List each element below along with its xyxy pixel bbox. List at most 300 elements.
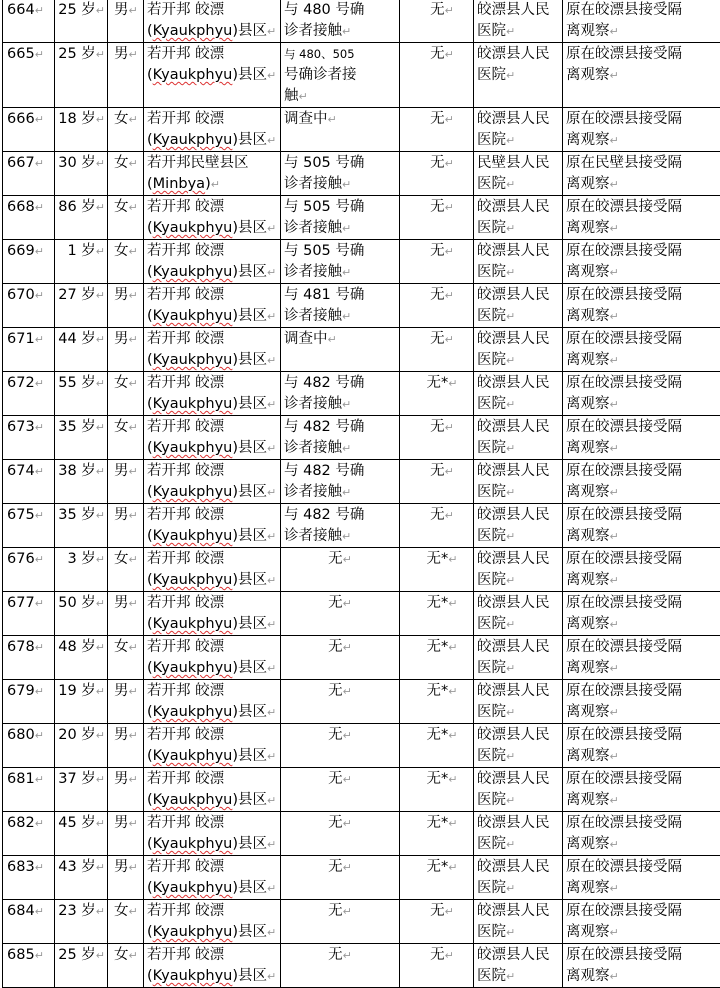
paragraph-mark-icon: ↵ <box>343 597 352 610</box>
age-text: 48 岁 <box>58 639 96 655</box>
paragraph-mark-icon: ↵ <box>506 69 515 82</box>
source-text: 与 482 号确 <box>284 507 364 523</box>
table-row <box>3 284 720 328</box>
table-row <box>3 636 720 680</box>
case-number-cell <box>3 944 55 988</box>
note-text: 离观察 <box>566 264 610 280</box>
paragraph-mark-icon: ↵ <box>328 333 337 346</box>
age-cell <box>55 108 108 152</box>
case-number: 683 <box>7 859 35 875</box>
paragraph-mark-icon: ↵ <box>267 266 276 279</box>
hospital-cell <box>474 856 563 900</box>
paragraph-mark-icon: ↵ <box>35 113 44 126</box>
case-number-cell <box>3 108 55 152</box>
symptom-cell <box>400 196 474 240</box>
note-cell <box>563 108 720 152</box>
table-row <box>3 196 720 240</box>
paragraph-mark-icon: ↵ <box>96 729 105 742</box>
age-text: 18 岁 <box>58 111 96 127</box>
source-cell <box>281 768 400 812</box>
table-row <box>3 592 720 636</box>
location-cell: 若开邦 皎漂 (Kyaukphyu)县区↵ <box>144 328 281 372</box>
location-cell: 若开邦 皎漂 (Kyaukphyu)县区↵ <box>144 240 281 284</box>
note-cell <box>563 416 720 460</box>
location-cell: 若开邦 皎漂 (Kyaukphyu)县区↵ <box>144 108 281 152</box>
paragraph-mark-icon: ↵ <box>35 949 44 962</box>
paragraph-mark-icon: ↵ <box>129 245 138 258</box>
paragraph-mark-icon: ↵ <box>342 398 351 411</box>
source-cell <box>281 900 400 944</box>
table-row <box>3 900 720 944</box>
paragraph-mark-icon: ↵ <box>343 773 352 786</box>
case-number: 664 <box>7 2 35 18</box>
note-text: 离观察 <box>566 748 610 764</box>
note-cell <box>563 240 720 284</box>
paragraph-mark-icon: ↵ <box>96 641 105 654</box>
source-text: 与 480 号确 <box>284 2 364 18</box>
age-cell <box>55 548 108 592</box>
source-cell <box>281 636 400 680</box>
case-number: 669 <box>7 243 35 259</box>
case-number-cell <box>3 636 55 680</box>
symptom-text: 无* <box>427 595 449 611</box>
paragraph-mark-icon: ↵ <box>267 838 276 851</box>
source-text: 诊者接触 <box>284 396 342 412</box>
symptom-cell <box>400 460 474 504</box>
location-text: 若开邦 皎漂 <box>147 331 224 347</box>
hospital-text: 民壁县人民 <box>477 155 550 171</box>
symptom-text: 无 <box>430 155 445 171</box>
note-text: 原在皎漂县接受隔 <box>566 903 682 919</box>
hospital-text: 皎漂县人民 <box>477 815 550 831</box>
note-cell <box>563 768 720 812</box>
paragraph-mark-icon: ↵ <box>610 794 619 807</box>
hospital-text: 皎漂县人民 <box>477 243 550 259</box>
location-text: 若开邦 皎漂 <box>147 243 224 259</box>
location-text: 若开邦 皎漂 <box>147 903 224 919</box>
sex-text: 男 <box>114 287 129 303</box>
note-text: 离观察 <box>566 880 610 896</box>
paragraph-mark-icon: ↵ <box>342 530 351 543</box>
location-text: 若开邦 皎漂 <box>147 639 224 655</box>
note-text: 原在皎漂县接受隔 <box>566 463 682 479</box>
hospital-cell <box>474 768 563 812</box>
paragraph-mark-icon: ↵ <box>445 949 454 962</box>
source-text: 诊者接触 <box>284 176 342 192</box>
symptom-cell <box>400 900 474 944</box>
hospital-text: 皎漂县人民 <box>477 46 550 62</box>
paragraph-mark-icon: ↵ <box>211 178 220 191</box>
note-text: 原在皎漂县接受隔 <box>566 287 682 303</box>
paragraph-mark-icon: ↵ <box>448 729 457 742</box>
sex-cell <box>108 460 144 504</box>
note-cell <box>563 372 720 416</box>
paragraph-mark-icon: ↵ <box>129 333 138 346</box>
hospital-cell <box>474 43 563 108</box>
location-latin-text: Kyaukphyu <box>153 264 233 280</box>
paragraph-mark-icon: ↵ <box>96 949 105 962</box>
location-text: 若开邦 皎漂 <box>147 683 224 699</box>
paragraph-mark-icon: ↵ <box>35 201 44 214</box>
sex-text: 女 <box>114 947 129 963</box>
paragraph-mark-icon: ↵ <box>267 926 276 939</box>
age-cell <box>55 240 108 284</box>
age-text: 3 岁 <box>67 551 95 567</box>
table-row <box>3 152 720 196</box>
paragraph-mark-icon: ↵ <box>35 333 44 346</box>
paragraph-mark-icon: ↵ <box>267 662 276 675</box>
location-latin-text: Minbya <box>153 176 205 192</box>
location-text: 若开邦 皎漂 <box>147 2 224 18</box>
note-text: 原在皎漂县接受隔 <box>566 683 682 699</box>
location-text: 若开邦 皎漂 <box>147 375 224 391</box>
hospital-text: 皎漂县人民 <box>477 639 550 655</box>
paragraph-mark-icon: ↵ <box>610 662 619 675</box>
symptom-text: 无* <box>427 551 449 567</box>
paragraph-mark-icon: ↵ <box>35 553 44 566</box>
hospital-text: 皎漂县人民 <box>477 727 550 743</box>
hospital-text: 皎漂县人民 <box>477 947 550 963</box>
paragraph-mark-icon: ↵ <box>96 773 105 786</box>
paragraph-mark-icon: ↵ <box>35 861 44 874</box>
sex-cell <box>108 328 144 372</box>
case-number-cell <box>3 0 55 43</box>
sex-cell <box>108 0 144 43</box>
paragraph-mark-icon: ↵ <box>129 289 138 302</box>
hospital-text: 皎漂县人民 <box>477 199 550 215</box>
age-cell <box>55 636 108 680</box>
note-text: 原在皎漂县接受隔 <box>566 859 682 875</box>
age-cell <box>55 900 108 944</box>
paragraph-mark-icon: ↵ <box>299 90 308 103</box>
sex-text: 女 <box>114 111 129 127</box>
symptom-cell <box>400 856 474 900</box>
symptom-cell <box>400 724 474 768</box>
paragraph-mark-icon: ↵ <box>267 618 276 631</box>
symptom-text: 无* <box>427 771 449 787</box>
paragraph-mark-icon: ↵ <box>342 310 351 323</box>
paragraph-mark-icon: ↵ <box>610 25 619 38</box>
source-text: 无 <box>328 551 343 567</box>
hospital-cell <box>474 812 563 856</box>
sex-text: 女 <box>114 199 129 215</box>
note-text: 原在皎漂县接受隔 <box>566 375 682 391</box>
case-number-cell <box>3 240 55 284</box>
paragraph-mark-icon: ↵ <box>445 465 454 478</box>
age-text: 19 岁 <box>58 683 96 699</box>
paragraph-mark-icon: ↵ <box>610 134 619 147</box>
paragraph-mark-icon: ↵ <box>96 861 105 874</box>
paragraph-mark-icon: ↵ <box>506 222 515 235</box>
location-latin-text: Kyaukphyu <box>153 616 233 632</box>
sex-text: 女 <box>114 419 129 435</box>
paragraph-mark-icon: ↵ <box>129 773 138 786</box>
paragraph-mark-icon: ↵ <box>96 817 105 830</box>
sex-cell <box>108 768 144 812</box>
note-text: 原在皎漂县接受隔 <box>566 771 682 787</box>
sex-text: 女 <box>114 243 129 259</box>
location-cell: 若开邦 皎漂 (Kyaukphyu)县区↵ <box>144 856 281 900</box>
paragraph-mark-icon: ↵ <box>342 486 351 499</box>
source-text: 号确诊者接 <box>284 67 357 83</box>
hospital-text: 皎漂县人民 <box>477 419 550 435</box>
paragraph-mark-icon: ↵ <box>506 970 515 983</box>
note-cell <box>563 284 720 328</box>
note-text: 原在皎漂县接受隔 <box>566 595 682 611</box>
location-text: 若开邦 皎漂 <box>147 771 224 787</box>
paragraph-mark-icon: ↵ <box>35 817 44 830</box>
paragraph-mark-icon: ↵ <box>267 25 276 38</box>
note-text: 原在皎漂县接受隔 <box>566 947 682 963</box>
paragraph-mark-icon: ↵ <box>267 222 276 235</box>
cases-table <box>2 0 720 988</box>
paragraph-mark-icon: ↵ <box>129 597 138 610</box>
note-cell <box>563 460 720 504</box>
sex-cell <box>108 416 144 460</box>
symptom-text: 无* <box>427 859 449 875</box>
table-row <box>3 680 720 724</box>
paragraph-mark-icon: ↵ <box>96 553 105 566</box>
hospital-text: 皎漂县人民 <box>477 375 550 391</box>
location-text: 若开邦 皎漂 <box>147 815 224 831</box>
location-text: 若开邦民壁县区 <box>147 155 249 171</box>
sex-cell <box>108 43 144 108</box>
sex-cell <box>108 548 144 592</box>
location-text: 若开邦 皎漂 <box>147 419 224 435</box>
location-text: 若开邦 皎漂 <box>147 507 224 523</box>
note-cell <box>563 43 720 108</box>
hospital-text: 医院 <box>477 396 506 412</box>
sex-cell <box>108 240 144 284</box>
paragraph-mark-icon: ↵ <box>610 266 619 279</box>
paragraph-mark-icon: ↵ <box>343 729 352 742</box>
sex-cell <box>108 108 144 152</box>
table-row <box>3 108 720 152</box>
paragraph-mark-icon: ↵ <box>445 905 454 918</box>
sex-text: 男 <box>114 46 129 62</box>
age-cell <box>55 284 108 328</box>
sex-cell <box>108 152 144 196</box>
source-text: 诊者接触 <box>284 528 342 544</box>
note-text: 离观察 <box>566 23 610 39</box>
sex-text: 男 <box>114 507 129 523</box>
paragraph-mark-icon: ↵ <box>506 926 515 939</box>
paragraph-mark-icon: ↵ <box>35 685 44 698</box>
paragraph-mark-icon: ↵ <box>96 4 105 17</box>
location-latin-text: Kyaukphyu <box>153 352 233 368</box>
paragraph-mark-icon: ↵ <box>267 750 276 763</box>
sex-text: 男 <box>114 815 129 831</box>
sex-text: 男 <box>114 331 129 347</box>
note-text: 原在民壁县接受隔 <box>566 155 682 171</box>
paragraph-mark-icon: ↵ <box>506 25 515 38</box>
case-number: 667 <box>7 155 35 171</box>
case-number-cell <box>3 812 55 856</box>
sex-cell <box>108 504 144 548</box>
paragraph-mark-icon: ↵ <box>342 222 351 235</box>
paragraph-mark-icon: ↵ <box>267 706 276 719</box>
location-latin-text: Kyaukphyu <box>153 484 233 500</box>
source-cell <box>281 944 400 988</box>
case-number-cell <box>3 768 55 812</box>
age-cell <box>55 944 108 988</box>
paragraph-mark-icon: ↵ <box>35 245 44 258</box>
age-cell <box>55 856 108 900</box>
paragraph-mark-icon: ↵ <box>610 486 619 499</box>
source-text: 无 <box>328 947 343 963</box>
paragraph-mark-icon: ↵ <box>129 113 138 126</box>
hospital-cell <box>474 724 563 768</box>
hospital-cell <box>474 416 563 460</box>
source-text: 与 482 号确 <box>284 419 364 435</box>
source-cell <box>281 43 400 108</box>
note-text: 原在皎漂县接受隔 <box>566 331 682 347</box>
table-row <box>3 0 720 43</box>
age-text: 1 岁 <box>67 243 95 259</box>
source-cell <box>281 328 400 372</box>
age-text: 23 岁 <box>58 903 96 919</box>
location-cell: 若开邦 皎漂 (Kyaukphyu)县区↵ <box>144 0 281 43</box>
paragraph-mark-icon: ↵ <box>506 354 515 367</box>
case-number-cell <box>3 416 55 460</box>
paragraph-mark-icon: ↵ <box>35 377 44 390</box>
paragraph-mark-icon: ↵ <box>610 310 619 323</box>
paragraph-mark-icon: ↵ <box>506 662 515 675</box>
age-text: 44 岁 <box>58 331 96 347</box>
location-cell: 若开邦民壁县区 (Minbya)↵ <box>144 152 281 196</box>
case-number-cell <box>3 43 55 108</box>
source-cell <box>281 460 400 504</box>
sex-cell <box>108 944 144 988</box>
location-cell: 若开邦 皎漂 (Kyaukphyu)县区↵ <box>144 680 281 724</box>
hospital-text: 皎漂县人民 <box>477 771 550 787</box>
source-text: 与 505 号确 <box>284 155 364 171</box>
paragraph-mark-icon: ↵ <box>506 838 515 851</box>
symptom-cell <box>400 108 474 152</box>
hospital-cell <box>474 284 563 328</box>
source-text: 诊者接触 <box>284 23 342 39</box>
table-row <box>3 43 720 108</box>
location-latin-text: Kyaukphyu <box>153 528 233 544</box>
sex-text: 男 <box>114 859 129 875</box>
table-row <box>3 548 720 592</box>
location-text: 若开邦 皎漂 <box>147 46 224 62</box>
sex-cell <box>108 636 144 680</box>
symptom-cell <box>400 43 474 108</box>
hospital-text: 医院 <box>477 484 506 500</box>
note-text: 离观察 <box>566 924 610 940</box>
age-text: 30 岁 <box>58 155 96 171</box>
paragraph-mark-icon: ↵ <box>610 618 619 631</box>
table-row <box>3 416 720 460</box>
symptom-text: 无 <box>430 419 445 435</box>
sex-text: 女 <box>114 375 129 391</box>
paragraph-mark-icon: ↵ <box>506 442 515 455</box>
sex-text: 男 <box>114 771 129 787</box>
paragraph-mark-icon: ↵ <box>610 926 619 939</box>
paragraph-mark-icon: ↵ <box>448 773 457 786</box>
symptom-text: 无 <box>430 903 445 919</box>
age-text: 25 岁 <box>58 947 96 963</box>
age-cell <box>55 328 108 372</box>
paragraph-mark-icon: ↵ <box>445 4 454 17</box>
symptom-text: 无* <box>427 727 449 743</box>
age-cell <box>55 768 108 812</box>
symptom-cell <box>400 416 474 460</box>
hospital-text: 医院 <box>477 880 506 896</box>
source-cell <box>281 284 400 328</box>
paragraph-mark-icon: ↵ <box>342 442 351 455</box>
note-cell <box>563 856 720 900</box>
hospital-cell <box>474 108 563 152</box>
paragraph-mark-icon: ↵ <box>506 486 515 499</box>
case-number: 677 <box>7 595 35 611</box>
paragraph-mark-icon: ↵ <box>129 685 138 698</box>
location-text: 若开邦 皎漂 <box>147 727 224 743</box>
paragraph-mark-icon: ↵ <box>96 465 105 478</box>
table-row <box>3 724 720 768</box>
age-cell <box>55 724 108 768</box>
sex-text: 女 <box>114 639 129 655</box>
paragraph-mark-icon: ↵ <box>610 69 619 82</box>
note-text: 离观察 <box>566 440 610 456</box>
age-cell <box>55 504 108 548</box>
location-text: 若开邦 皎漂 <box>147 947 224 963</box>
note-text: 原在皎漂县接受隔 <box>566 243 682 259</box>
paragraph-mark-icon: ↵ <box>96 377 105 390</box>
paragraph-mark-icon: ↵ <box>35 4 44 17</box>
paragraph-mark-icon: ↵ <box>448 377 457 390</box>
source-text: 无 <box>328 683 343 699</box>
hospital-text: 医院 <box>477 352 506 368</box>
age-cell <box>55 43 108 108</box>
age-cell <box>55 416 108 460</box>
paragraph-mark-icon: ↵ <box>35 157 44 170</box>
table-row <box>3 944 720 988</box>
symptom-cell <box>400 240 474 284</box>
note-cell <box>563 504 720 548</box>
note-cell <box>563 944 720 988</box>
paragraph-mark-icon: ↵ <box>35 729 44 742</box>
age-cell <box>55 196 108 240</box>
paragraph-mark-icon: ↵ <box>610 970 619 983</box>
paragraph-mark-icon: ↵ <box>96 905 105 918</box>
note-cell <box>563 812 720 856</box>
paragraph-mark-icon: ↵ <box>96 201 105 214</box>
hospital-text: 皎漂县人民 <box>477 331 550 347</box>
symptom-text: 无 <box>430 463 445 479</box>
location-latin-text: Kyaukphyu <box>153 396 233 412</box>
note-text: 离观察 <box>566 968 610 984</box>
paragraph-mark-icon: ↵ <box>343 641 352 654</box>
sex-text: 男 <box>114 463 129 479</box>
hospital-text: 医院 <box>477 836 506 852</box>
paragraph-mark-icon: ↵ <box>35 641 44 654</box>
note-text: 离观察 <box>566 484 610 500</box>
location-cell: 若开邦 皎漂 (Kyaukphyu)县区↵ <box>144 196 281 240</box>
paragraph-mark-icon: ↵ <box>506 794 515 807</box>
paragraph-mark-icon: ↵ <box>267 354 276 367</box>
paragraph-mark-icon: ↵ <box>35 421 44 434</box>
paragraph-mark-icon: ↵ <box>267 574 276 587</box>
sex-cell <box>108 900 144 944</box>
hospital-text: 医院 <box>477 660 506 676</box>
paragraph-mark-icon: ↵ <box>267 442 276 455</box>
location-latin-text: Kyaukphyu <box>153 572 233 588</box>
location-latin-text: Kyaukphyu <box>153 67 233 83</box>
hospital-text: 医院 <box>477 308 506 324</box>
source-cell <box>281 680 400 724</box>
